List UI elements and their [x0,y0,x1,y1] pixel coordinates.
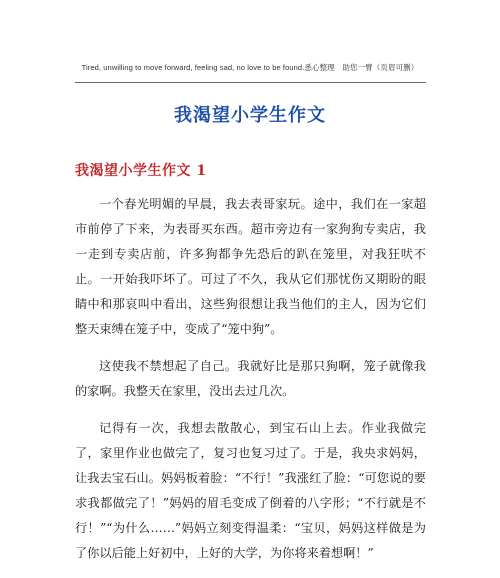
page-header-text: Tired, unwilling to move forward, feeling sad, no love to be found.悉心整理 助您一臂（页眉可删） [81,63,419,72]
section-title: 我渴望小学生作文 1 [75,163,207,179]
document-title: 我渴望小学生作文 [174,105,326,126]
header-divider [75,82,426,83]
paragraph: 记得有一次，我想去散散心，到宝石山上去。作业我做完了，家里作业也做完了，复习也复习过了。于是，我央求妈妈，让我去宝石山。妈妈板着脸：“不行！”我涨红了脸：“可您说的要求我都做完了！”妈妈的眉毛变成了倒着的八字形；“不行就是不行！”“为什么……”妈妈立刻变得温柔：“宝贝，妈妈这样做是为了你以后能上好初中，上好的大学，为你将来着想啊！” [75,421,426,560]
paragraph: 一个春光明媚的早晨，我去表哥家玩。途中，我们在一家超市前停了下来，为表哥买东西。超市旁边有一家狗狗专卖店，我一走到专卖店前，许多狗都争先恐后的趴在笼里，对我狂吠不止。一开始我吓坏了。可过了不久，我从它们那忧伤又期盼的眼睛中和那哀叫中看出，这些狗很想让我当他们的主人，因为它们整天束缚在笼子中，变成了“笼中狗”。 [75,197,426,336]
article-body [75,192,426,578]
paragraph: 这使我不禁想起了自己。我就好比是那只狗啊，笼子就像我的家啊。我整天在家里，没出去过几次。 [75,359,426,398]
